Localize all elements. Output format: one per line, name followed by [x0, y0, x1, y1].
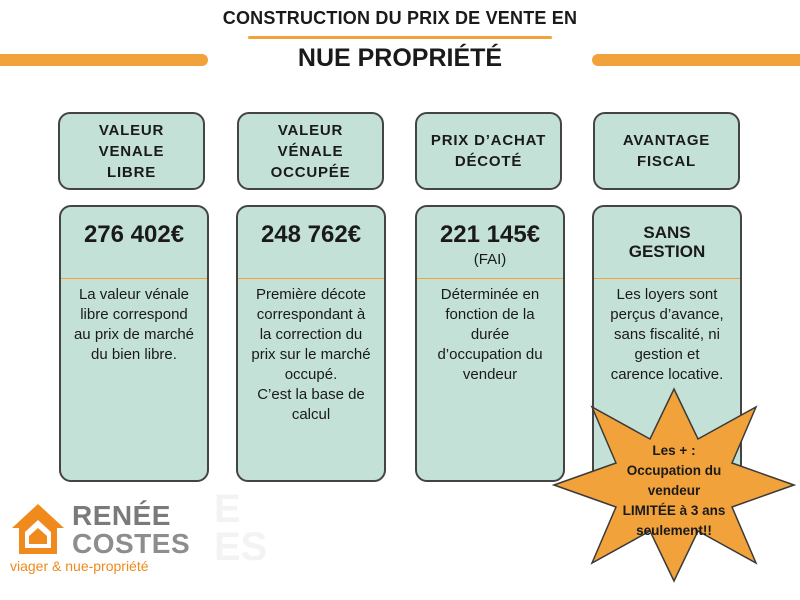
header-prix-achat-decote: PRIX D’ACHAT DÉCOTÉ — [415, 112, 562, 190]
amount-valeur-venale-libre: 276 402€ — [83, 221, 185, 248]
header-valeur-venale-libre: VALEUR VENALE LIBRE — [58, 112, 205, 190]
page-title: NUE PROPRIÉTÉ — [297, 44, 503, 72]
logo-word-renee: RENÉE — [72, 500, 171, 531]
header-valeur-venale-occupee: VALEUR VÉNALE OCCUPÉE — [237, 112, 384, 190]
description-valeur-venale-occupee: Première décote correspondant à la correction du prix sur le marché occupé. C’est la base de calcul — [251, 286, 371, 423]
card-valeur-venale-occupee — [236, 205, 386, 482]
starburst-text — [582, 441, 766, 541]
description-valeur-venale-libre: La valeur vénale libre correspond au prix de marché du bien libre. — [73, 286, 195, 363]
description-avantage-fiscal: Les loyers sont perçus d’avance, sans fiscalité, ni gestion et carence locative. — [610, 286, 724, 383]
amount-prix-achat-decote: 221 145€ — [439, 221, 541, 248]
card-divider — [417, 278, 563, 279]
logo-word-costes: COSTES — [72, 528, 191, 559]
card-divider — [594, 278, 740, 279]
starburst-callout — [552, 387, 796, 583]
header-avantage-fiscal: AVANTAGE FISCAL — [593, 112, 740, 190]
house-logo-icon — [10, 502, 66, 556]
brand-logo — [10, 500, 210, 580]
starburst-line: Les + : — [652, 443, 696, 458]
amount-valeur-venale-occupee: 248 762€ — [260, 221, 362, 248]
logo-tagline: viager & nue-propriété — [10, 558, 149, 574]
subtitle-heading: CONSTRUCTION DU PRIX DE VENTE EN — [222, 8, 578, 28]
card-valeur-venale-libre — [59, 205, 209, 482]
amount-sans-gestion: SANS GESTION — [628, 223, 706, 261]
amount-note-fai: (FAI) — [473, 251, 507, 268]
starburst-line: LIMITÉE à 3 ans — [622, 503, 726, 518]
card-prix-achat-decote — [415, 205, 565, 482]
title-underline — [248, 36, 552, 39]
description-prix-achat-decote: Déterminée en fonction de la durée d’occupation du vendeur — [437, 286, 543, 383]
starburst-line: vendeur — [647, 483, 701, 498]
starburst-line: Occupation du — [626, 463, 722, 478]
card-divider — [238, 278, 384, 279]
ghost-watermark: E ES — [214, 487, 268, 569]
card-divider — [61, 278, 207, 279]
starburst-line: seulement!! — [636, 523, 712, 538]
